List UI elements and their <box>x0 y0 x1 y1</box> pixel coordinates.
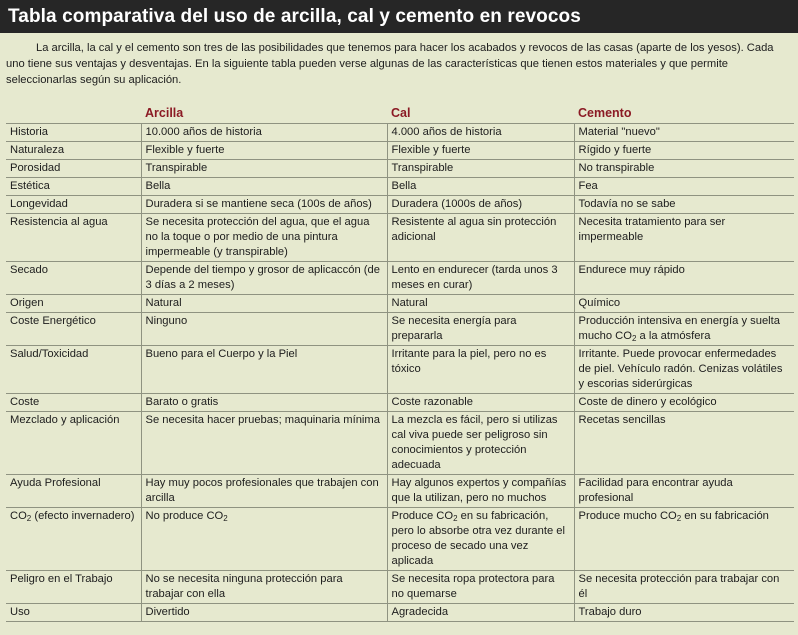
row-label: Uso <box>6 604 141 622</box>
cell-text: Produce mucho CO <box>578 510 677 522</box>
page-title: Tabla comparativa del uso de arcilla, cal y cemento en revocos <box>0 0 798 33</box>
table-row <box>6 178 794 196</box>
subscript: 2 <box>631 334 637 343</box>
cell-cemento: Fea <box>574 178 794 196</box>
cell-text: CO <box>10 510 27 522</box>
cell-arcilla: No se necesita ninguna protección para trabajar con ella <box>141 571 387 604</box>
cell-arcilla: Transpirable <box>141 160 387 178</box>
subscript: 2 <box>453 514 458 523</box>
table-row <box>6 313 794 346</box>
cell-text: No produce CO <box>145 510 224 522</box>
cell-cal <box>387 508 574 571</box>
cell-cemento: Facilidad para encontrar ayuda profesional <box>574 475 794 508</box>
cell-cal: Bella <box>387 178 574 196</box>
cell-cemento: No transpirable <box>574 160 794 178</box>
subscript: 2 <box>676 514 682 523</box>
row-label: Porosidad <box>6 160 141 178</box>
row-label: Historia <box>6 124 141 142</box>
row-label: Coste <box>6 394 141 412</box>
table-row <box>6 262 794 295</box>
cell-text: Producción intensiva en energía y suelta mucho CO <box>578 315 781 342</box>
cell-cal: Transpirable <box>387 160 574 178</box>
cell-cemento: Material "nuevo" <box>574 124 794 142</box>
row-label: Longevidad <box>6 196 141 214</box>
cell-cal: Irritante para la piel, pero no es tóxico <box>387 346 574 394</box>
cell-arcilla: Se necesita hacer pruebas; maquinaria mínima <box>141 412 387 475</box>
cell-cal: Se necesita ropa protectora para no quemarse <box>387 571 574 604</box>
row-label: Estética <box>6 178 141 196</box>
cell-text: Produce CO <box>391 510 454 522</box>
row-label: Secado <box>6 262 141 295</box>
row-label: Salud/Toxicidad <box>6 346 141 394</box>
cell-arcilla: Natural <box>141 295 387 313</box>
cell-arcilla: Bueno para el Cuerpo y la Piel <box>141 346 387 394</box>
cell-arcilla: Bella <box>141 178 387 196</box>
row-label: Peligro en el Trabajo <box>6 571 141 604</box>
cell-cemento: Rígido y fuerte <box>574 142 794 160</box>
cell-cal: Natural <box>387 295 574 313</box>
table-row <box>6 412 794 475</box>
cell-cemento: Trabajo duro <box>574 604 794 622</box>
table-row <box>6 508 794 571</box>
cell-arcilla: Barato o gratis <box>141 394 387 412</box>
cell-text: (efecto invernadero) <box>31 510 135 522</box>
cell-arcilla: 10.000 años de historia <box>141 124 387 142</box>
table-row <box>6 571 794 604</box>
cell-cal: La mezcla es fácil, pero si utilizas cal viva puede ser peligroso sin conocimientos y protección adecuada <box>387 412 574 475</box>
intro-paragraph: La arcilla, la cal y el cemento son tres de las posibilidades que tenemos para hacer los acabados y revocos de las casas (aparte de los yesos). Cada uno tiene sus ventajas y desventajas. En la siguiente tabla pueden verse algunas de las características que tienen estos materiales y que permite seleccionarlas según su aplicación. <box>6 42 774 86</box>
cell-arcilla: Ninguno <box>141 313 387 346</box>
table-row <box>6 124 794 142</box>
table-row <box>6 196 794 214</box>
cell-cal: Flexible y fuerte <box>387 142 574 160</box>
cell-cemento: Recetas sencillas <box>574 412 794 475</box>
cell-cemento: Todavía no se sabe <box>574 196 794 214</box>
cell-text: en su fabricación <box>681 510 769 522</box>
cell-arcilla <box>141 508 387 571</box>
cell-arcilla: Duradera si se mantiene seca (100s de años) <box>141 196 387 214</box>
cell-cal: 4.000 años de historia <box>387 124 574 142</box>
cell-cal: Agradecida <box>387 604 574 622</box>
table-row <box>6 394 794 412</box>
table-row <box>6 346 794 394</box>
cell-cemento: Irritante. Puede provocar enfermedades de piel. Vehículo radón. Cenizas volátiles y escorias siderúrgicas <box>574 346 794 394</box>
cell-cal: Lento en endurecer (tarda unos 3 meses en curar) <box>387 262 574 295</box>
cell-cemento <box>574 313 794 346</box>
table-row <box>6 604 794 622</box>
cell-cal: Duradera (1000s de años) <box>387 196 574 214</box>
header-cal: Cal <box>391 105 411 120</box>
row-label: Resistencia al agua <box>6 214 141 262</box>
table-row <box>6 295 794 313</box>
row-label: Origen <box>6 295 141 313</box>
subscript: 2 <box>26 514 32 523</box>
cell-text: en su fabricación, pero lo absorbe otra vez durante el proceso de secado una vez aplicada <box>391 510 566 567</box>
table-row <box>6 214 794 262</box>
cell-arcilla: Hay muy pocos profesionales que trabajen con arcilla <box>141 475 387 508</box>
cell-cal: Resistente al agua sin protección adicional <box>387 214 574 262</box>
header-arcilla: Arcilla <box>145 105 184 120</box>
table-header-row <box>6 105 794 124</box>
cell-arcilla: Divertido <box>141 604 387 622</box>
cell-cemento: Endurece muy rápido <box>574 262 794 295</box>
row-label: Coste Energético <box>6 313 141 346</box>
cell-arcilla: Flexible y fuerte <box>141 142 387 160</box>
table-row <box>6 142 794 160</box>
cell-cemento: Necesita tratamiento para ser impermeable <box>574 214 794 262</box>
row-label <box>6 508 141 571</box>
cell-cemento: Químico <box>574 295 794 313</box>
comparison-table <box>6 105 794 622</box>
cell-cal: Se necesita energía para prepararla <box>387 313 574 346</box>
header-cemento: Cemento <box>578 105 632 120</box>
table-row <box>6 160 794 178</box>
cell-cemento: Se necesita protección para trabajar con él <box>574 571 794 604</box>
row-label: Naturaleza <box>6 142 141 160</box>
subscript: 2 <box>223 514 228 523</box>
cell-arcilla: Se necesita protección del agua, que el agua no la toque o por medio de una pintura impermeable (y transpirable) <box>141 214 387 262</box>
cell-text: a la atmósfera <box>636 330 711 342</box>
row-label: Mezclado y aplicación <box>6 412 141 475</box>
row-label: Ayuda Profesional <box>6 475 141 508</box>
cell-arcilla: Depende del tiempo y grosor de aplicaccón (de 3 días a 2 meses) <box>141 262 387 295</box>
cell-cemento <box>574 508 794 571</box>
cell-cal: Hay algunos expertos y compañías que la utilizan, pero no muchos <box>387 475 574 508</box>
cell-cal: Coste razonable <box>387 394 574 412</box>
header-property <box>6 105 141 124</box>
table-row <box>6 475 794 508</box>
cell-cemento: Coste de dinero y ecológico <box>574 394 794 412</box>
